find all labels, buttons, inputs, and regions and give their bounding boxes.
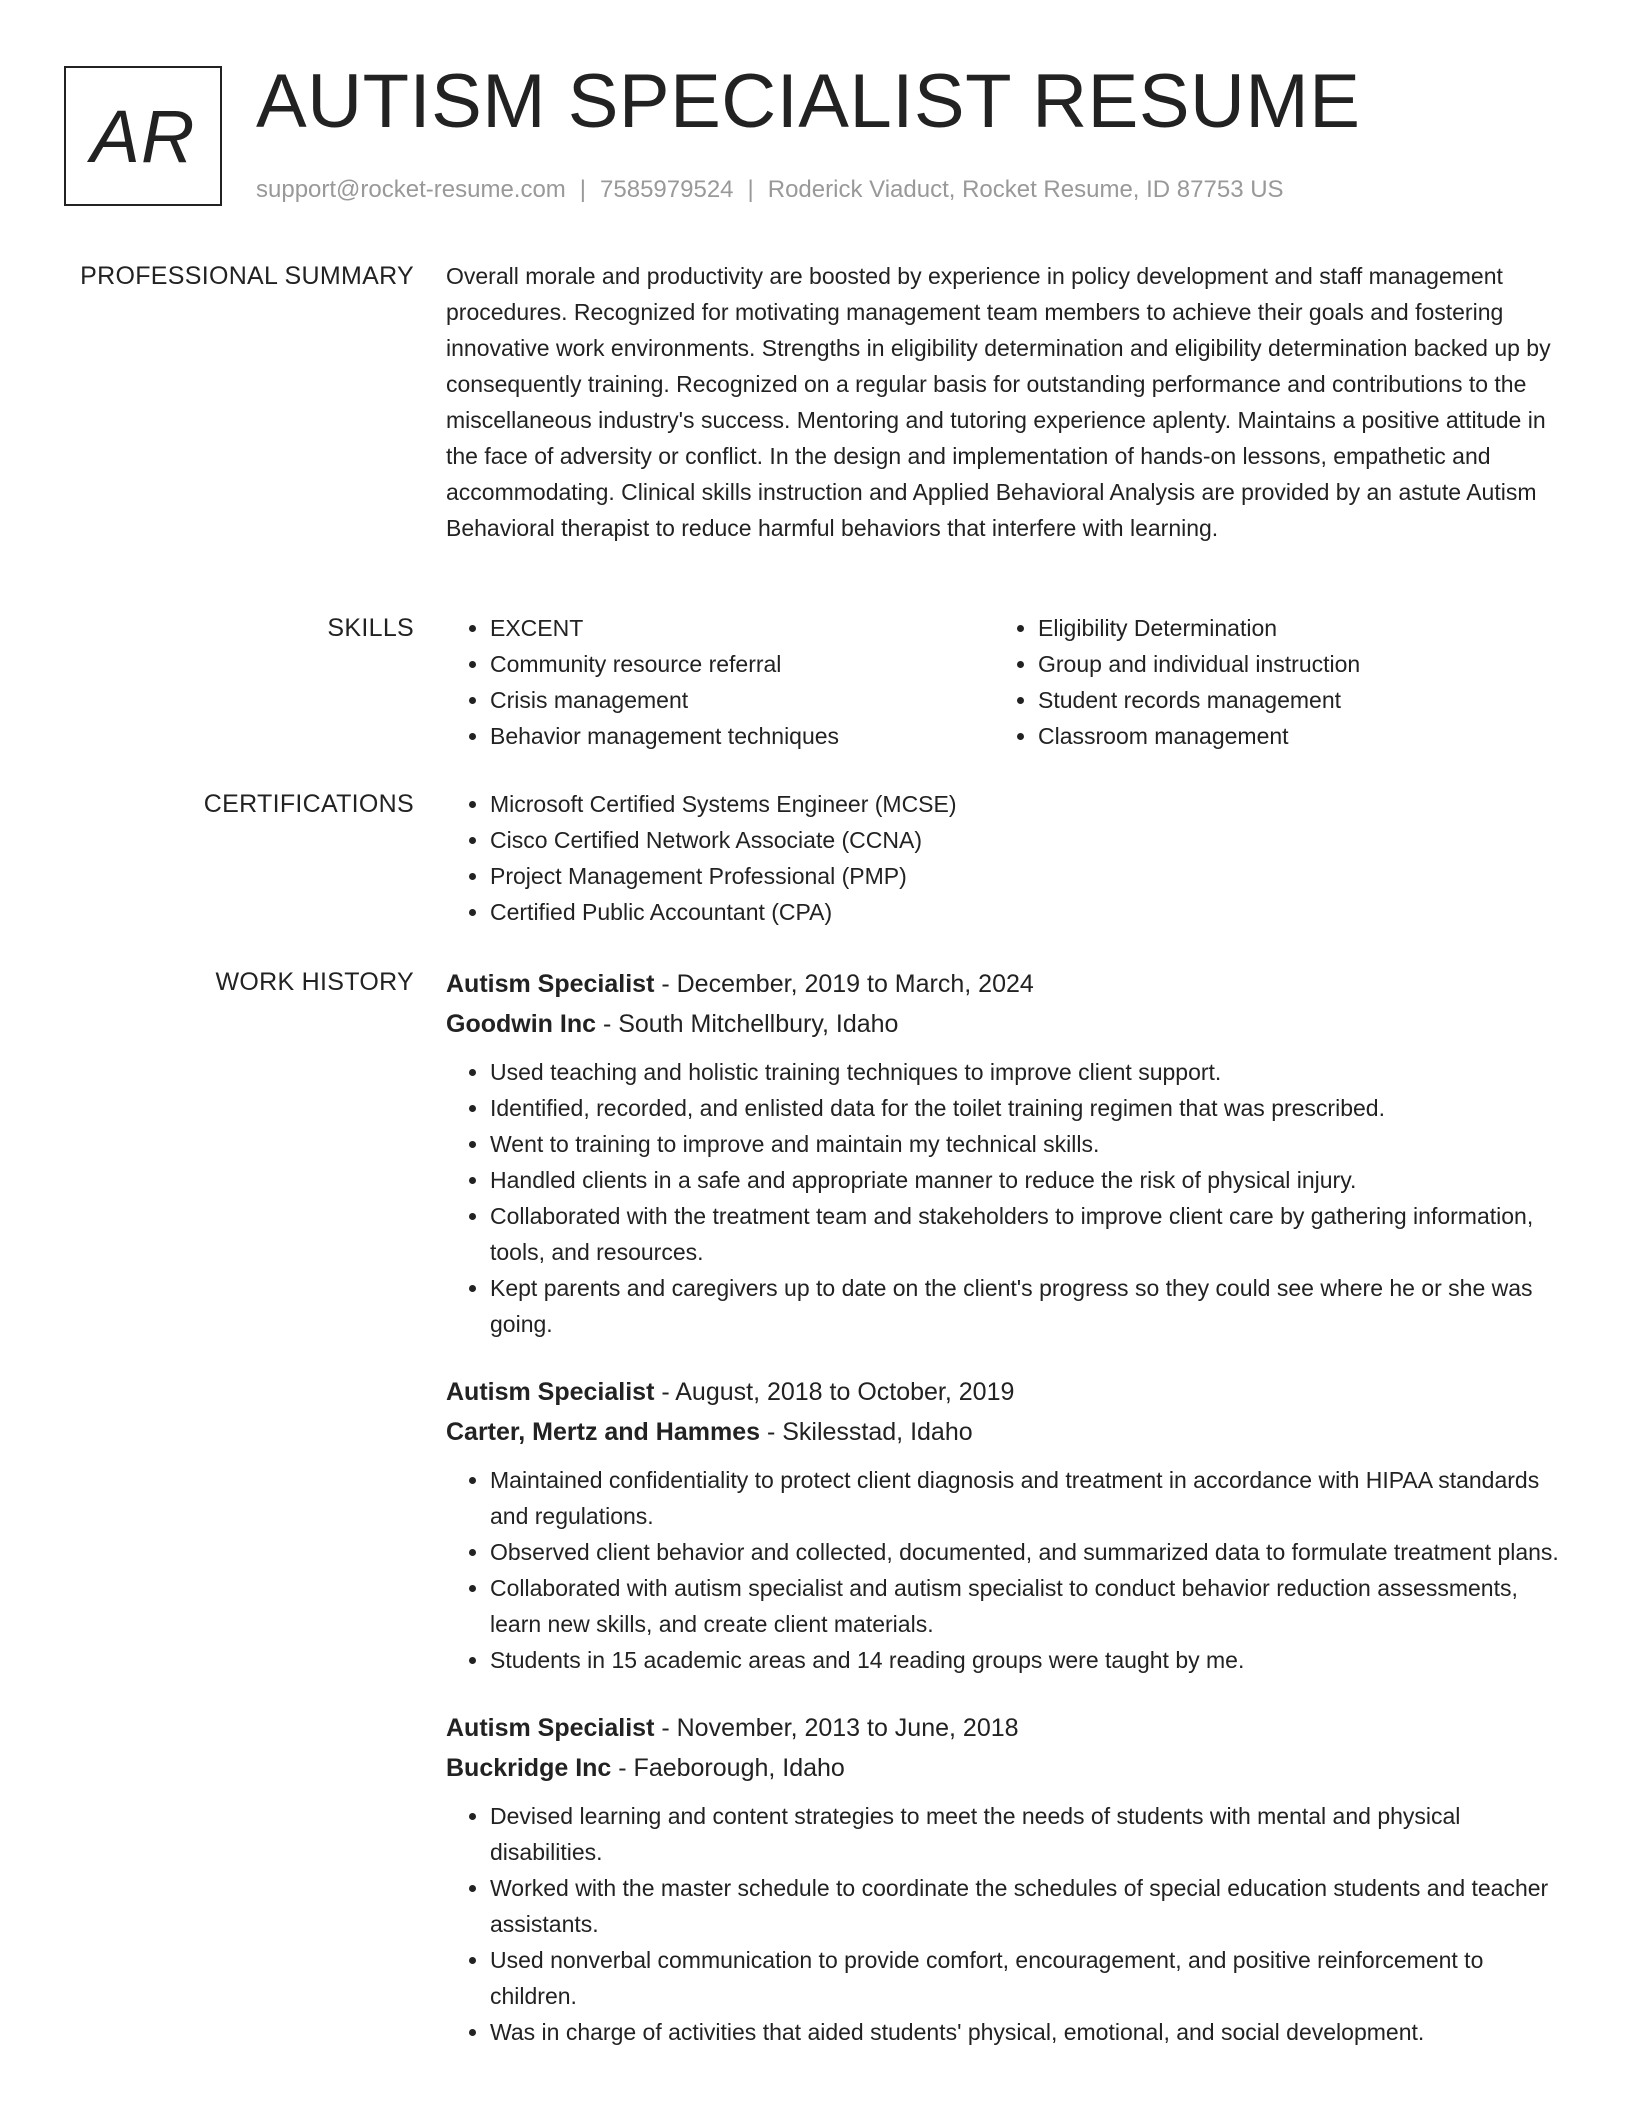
job-location: - South Mitchellbury, Idaho <box>596 1010 899 1038</box>
job-entry <box>446 964 1560 1342</box>
monogram-initials: AR <box>90 94 196 178</box>
job-bullets <box>446 1054 1560 1342</box>
certifications-heading: CERTIFICATIONS <box>203 790 414 818</box>
skills-column-right <box>994 610 1542 754</box>
job-bullet: • Worked with the master schedule to coordinate the schedules of special education students and teacher assistants. <box>490 1870 1560 1942</box>
job-bullet: • Went to training to improve and maintain my technical skills. <box>490 1126 1560 1162</box>
job-company-line <box>446 1412 1560 1452</box>
contact-line <box>256 174 1284 206</box>
skill-item: • Student records management <box>1038 682 1542 718</box>
job-dates: - November, 2013 to June, 2018 <box>654 1714 1019 1742</box>
job-bullet: • Devised learning and content strategies to meet the needs of students with mental and physical disabilities. <box>490 1798 1560 1870</box>
job-bullet: • Used teaching and holistic training techniques to improve client support. <box>490 1054 1560 1090</box>
job-location: - Skilesstad, Idaho <box>760 1418 973 1446</box>
skills-column-left <box>446 610 994 754</box>
job-title: Autism Specialist <box>446 1378 655 1406</box>
job-bullet: • Was in charge of activities that aided students' physical, emotional, and social development. <box>490 2014 1560 2050</box>
skill-item: • Crisis management <box>490 682 994 718</box>
job-bullet: • Observed client behavior and collected, documented, and summarized data to formulate treatment plans. <box>490 1534 1560 1570</box>
contact-address: Roderick Viaduct, Rocket Resume, ID 87753 US <box>767 176 1284 203</box>
skills-body <box>446 610 1560 754</box>
job-bullet: • Collaborated with autism specialist and autism specialist to conduct behavior reduction assessments, learn new skills, and create client materials. <box>490 1570 1560 1642</box>
certification-item: • Project Management Professional (PMP) <box>490 858 1560 894</box>
job-bullet: • Handled clients in a safe and appropriate manner to reduce the risk of physical injury. <box>490 1162 1560 1198</box>
job-bullet: • Kept parents and caregivers up to date on the client's progress so they could see where he or she was going. <box>490 1270 1560 1342</box>
job-title: Autism Specialist <box>446 1714 655 1742</box>
certification-item: • Cisco Certified Network Associate (CCNA) <box>490 822 1560 858</box>
contact-separator: | <box>747 176 754 203</box>
job-title: Autism Specialist <box>446 970 655 998</box>
certifications-body <box>446 786 1560 930</box>
job-entry <box>446 1372 1560 1678</box>
summary-text: Overall morale and productivity are boosted by experience in policy development and staff management procedures. Recognized for motivating management team members to achieve their goals and fostering innovative work environments. Strengths in eligibility determination and eligibility determination backed up by consequently training. Recognized on a regular basis for outstanding performance and contributions to the miscellaneous industry's success. Mentoring and tutoring experience aplenty. Maintains a positive attitude in the face of adversity or conflict. In the design and implementation of hands-on lessons, empathetic and accommodating. Clinical skills instruction and Applied Behavioral Analysis are provided by an astute Autism Behavioral therapist to reduce harmful behaviors that interfere with learning. <box>446 263 1551 541</box>
job-bullet: • Used nonverbal communication to provide comfort, encouragement, and positive reinforcement to children. <box>490 1942 1560 2014</box>
job-title-line <box>446 964 1560 1004</box>
certification-item: • Certified Public Accountant (CPA) <box>490 894 1560 930</box>
job-dates: - August, 2018 to October, 2019 <box>654 1378 1015 1406</box>
contact-email: support@rocket-resume.com <box>256 176 566 203</box>
job-title-line <box>446 1708 1560 1748</box>
page-title: AUTISM SPECIALIST RESUME <box>256 59 1361 144</box>
job-dates: - December, 2019 to March, 2024 <box>654 970 1034 998</box>
job-bullet: • Collaborated with the treatment team and stakeholders to improve client care by gathering information, tools, and resources. <box>490 1198 1560 1270</box>
certifications-list <box>446 786 1560 930</box>
job-company: Buckridge Inc <box>446 1754 612 1782</box>
certification-item: • Microsoft Certified Systems Engineer (MCSE) <box>490 786 1560 822</box>
skills-list-left <box>446 610 994 754</box>
job-company-line <box>446 1004 1560 1044</box>
monogram-logo <box>64 66 222 206</box>
job-company: Goodwin Inc <box>446 1010 596 1038</box>
skill-item: • Eligibility Determination <box>1038 610 1542 646</box>
contact-phone: 7585979524 <box>600 176 734 203</box>
contact-separator: | <box>579 176 587 203</box>
summary-heading: PROFESSIONAL SUMMARY <box>80 262 414 290</box>
job-entry <box>446 1708 1560 2050</box>
work-history-body <box>446 964 1560 2080</box>
skills-grid <box>446 610 1560 754</box>
skills-heading: SKILLS <box>327 614 414 642</box>
job-company: Carter, Mertz and Hammes <box>446 1418 761 1446</box>
job-bullet: • Maintained confidentiality to protect client diagnosis and treatment in accordance with HIPAA standards and regulations. <box>490 1462 1560 1534</box>
summary-body <box>446 258 1560 546</box>
skill-item: • Behavior management techniques <box>490 718 994 754</box>
skill-item: • Group and individual instruction <box>1038 646 1542 682</box>
job-title-line <box>446 1372 1560 1412</box>
job-location: - Faeborough, Idaho <box>611 1754 845 1782</box>
job-bullets <box>446 1798 1560 2050</box>
job-bullet: • Identified, recorded, and enlisted data for the toilet training regimen that was prescribed. <box>490 1090 1560 1126</box>
skills-list-right <box>994 610 1542 754</box>
job-bullets <box>446 1462 1560 1678</box>
job-company-line <box>446 1748 1560 1788</box>
skill-item: • Classroom management <box>1038 718 1542 754</box>
job-bullet: • Students in 15 academic areas and 14 reading groups were taught by me. <box>490 1642 1560 1678</box>
skill-item: • Community resource referral <box>490 646 994 682</box>
skill-item: • EXCENT <box>490 610 994 646</box>
work-history-heading: WORK HISTORY <box>215 968 414 996</box>
